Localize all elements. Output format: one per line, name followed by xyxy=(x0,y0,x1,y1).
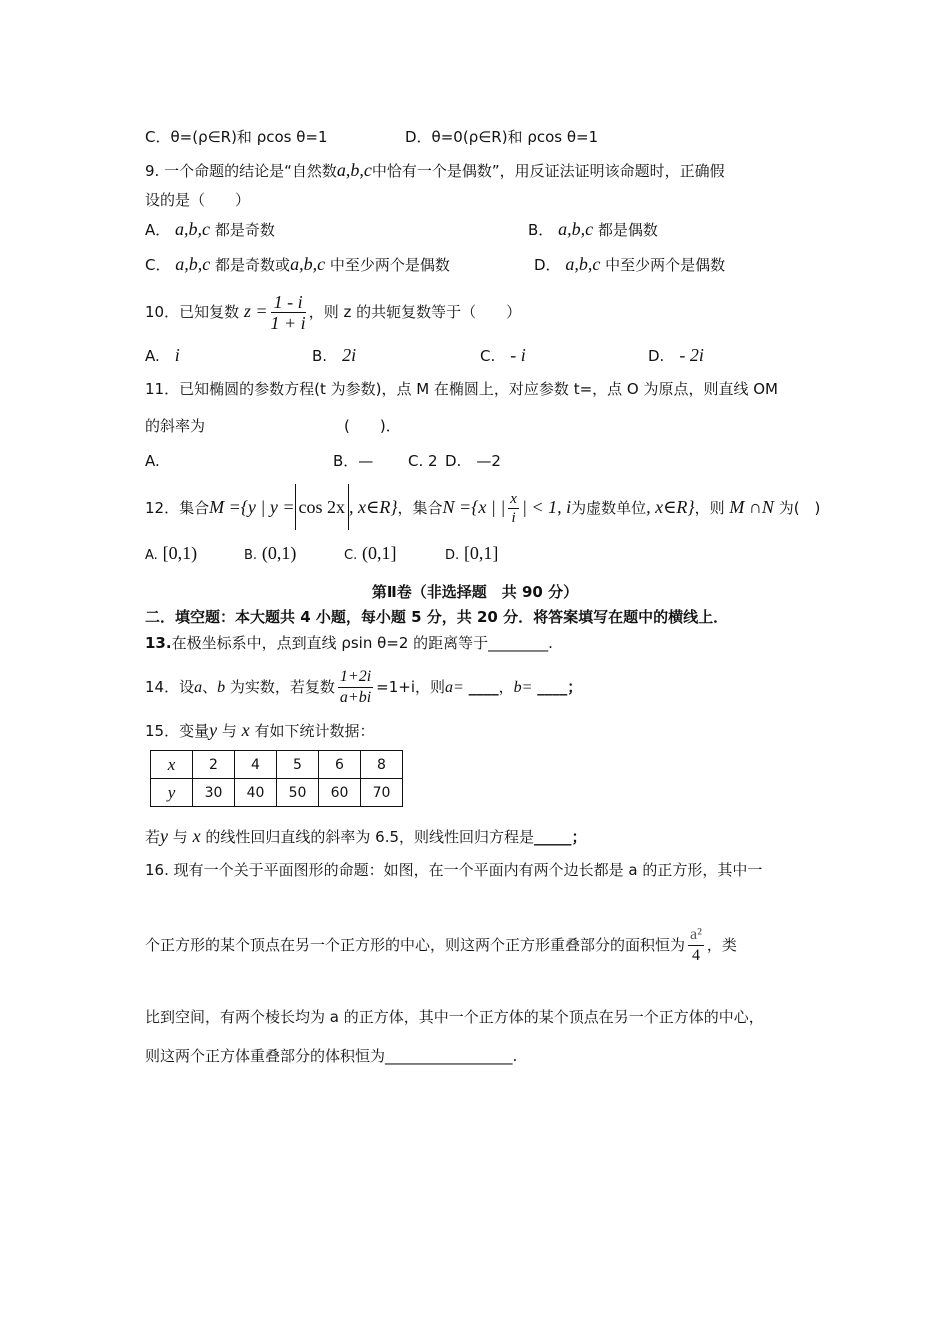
q10-option-d: D. - 2i xyxy=(648,345,704,365)
table-header-y: y xyxy=(151,779,193,807)
table-cell: 6 xyxy=(319,751,361,779)
q11-option-b: B．— xyxy=(333,452,374,470)
table-row-x xyxy=(151,751,403,779)
q10-option-a: A. i xyxy=(145,345,180,365)
q16-line3: 比到空间，有两个棱长均为 a 的正方体，其中一个正方体的某个顶点在另一个正方体的中心， xyxy=(145,1008,764,1026)
q11-option-c: C. 2 xyxy=(408,452,438,470)
q12-option-d: D. [0,1] xyxy=(445,543,499,563)
q10-stem: 10．已知复数 z = $\frac{1 - i}{1 + i}$ ，则 z 的共轭复数等于（ ） xyxy=(145,292,522,333)
q13: 13.在极坐标系中，点到直线 ρsin θ=2 的距离等于________. xyxy=(145,634,553,652)
q9-option-b: B． a,b,c 都是偶数 xyxy=(528,219,658,239)
q11-stem: 11．已知椭圆的参数方程(t 为参数)，点 M 在椭圆上，对应参数 t=，点 O 为原点，则直线 OM xyxy=(145,380,778,398)
q10-option-c: C. - i xyxy=(480,345,526,365)
q11-option-d: D. —2 xyxy=(445,452,501,470)
q9-stem-line2: 设的是（ ） xyxy=(145,191,251,209)
q15-after: 若y 与 x 的线性回归直线的斜率为 6.5，则线性回归方程是_____； xyxy=(145,826,587,846)
q8-option-d: D．θ=0(ρ∈R)和 ρcos θ=1 xyxy=(405,128,599,146)
q12-option-b: B. (0,1) xyxy=(244,543,297,563)
q16-line2: 个正方形的某个顶点在另一个正方形的中心，则这两个正方形重叠部分的面积恒为 $\frac{\text{a²}}{4}$ ，类 xyxy=(145,926,737,964)
q14-fraction: $\frac{1+2i}{a+bi}$ xyxy=(339,668,372,706)
q12-option-c: C. (0,1] xyxy=(344,543,397,563)
table-cell: 60 xyxy=(319,779,361,807)
q11-stem-line2: 的斜率为 xyxy=(145,417,206,435)
table-cell: 5 xyxy=(277,751,319,779)
q9-option-d: D． a,b,c 中至少两个是偶数 xyxy=(534,254,726,274)
q14-stem: 14．设a、b 为实数，若复数 $\frac{1+2i}{a+bi}$ =1+i，则a= ____，b= ____； xyxy=(145,668,583,706)
q11-option-a: A. xyxy=(145,452,160,470)
table-cell: 8 xyxy=(361,751,403,779)
stats-table xyxy=(150,750,403,807)
q11-answer-paren: ( )． xyxy=(344,417,401,435)
q9-option-a: A． a,b,c 都是奇数 xyxy=(145,219,275,239)
table-header-x: x xyxy=(151,751,193,779)
table-cell: 70 xyxy=(361,779,403,807)
q15-stem: 15．变量y 与 x 有如下统计数据： xyxy=(145,720,375,740)
q16-fraction: $\frac{\text{a²}}{4}$ xyxy=(690,926,702,964)
q9-option-c: C． a,b,c 都是奇数或a,b,c 中至少两个是偶数 xyxy=(145,254,450,274)
table-cell: 4 xyxy=(235,751,277,779)
q16-line4: 则这两个正方体重叠部分的体积恒为_________________. xyxy=(145,1047,518,1065)
q10-option-b: B. 2i xyxy=(312,345,357,365)
q12-stem: 12．集合M ={y | y = cos 2x , x∈R}，集合N ={x | | $\frac{x}{i}$ | < 1, i为虚数单位, x∈R}，则 M ∩N 为( ) xyxy=(145,484,820,531)
q10-fraction: $\frac{1 - i}{1 + i}$ xyxy=(270,292,306,333)
part2-title: 第Ⅱ卷（非选择题 共 90 分） xyxy=(371,583,579,601)
table-cell: 2 xyxy=(193,751,235,779)
q12-fraction: $\frac{x}{i}$ xyxy=(510,491,517,526)
q9-stem: 9. 一个命题的结论是“自然数a,b,c中恰有一个是偶数”，用反证法证明该命题时，正确假 xyxy=(145,160,725,180)
q16-line1: 16. 现有一个关于平面图形的命题：如图，在一个平面内有两个边长都是 a 的正方形，其中一 xyxy=(145,861,763,879)
table-cell: 30 xyxy=(193,779,235,807)
q12-option-a: A. [0,1) xyxy=(145,543,198,563)
q8-option-c: C．θ=(ρ∈R)和 ρcos θ=1 xyxy=(145,128,328,146)
table-cell: 50 xyxy=(277,779,319,807)
table-row-y xyxy=(151,779,403,807)
table-cell: 40 xyxy=(235,779,277,807)
section-heading: 二．填空题：本大题共 4 小题，每小题 5 分，共 20 分．将答案填写在题中的横线上． xyxy=(145,608,729,626)
